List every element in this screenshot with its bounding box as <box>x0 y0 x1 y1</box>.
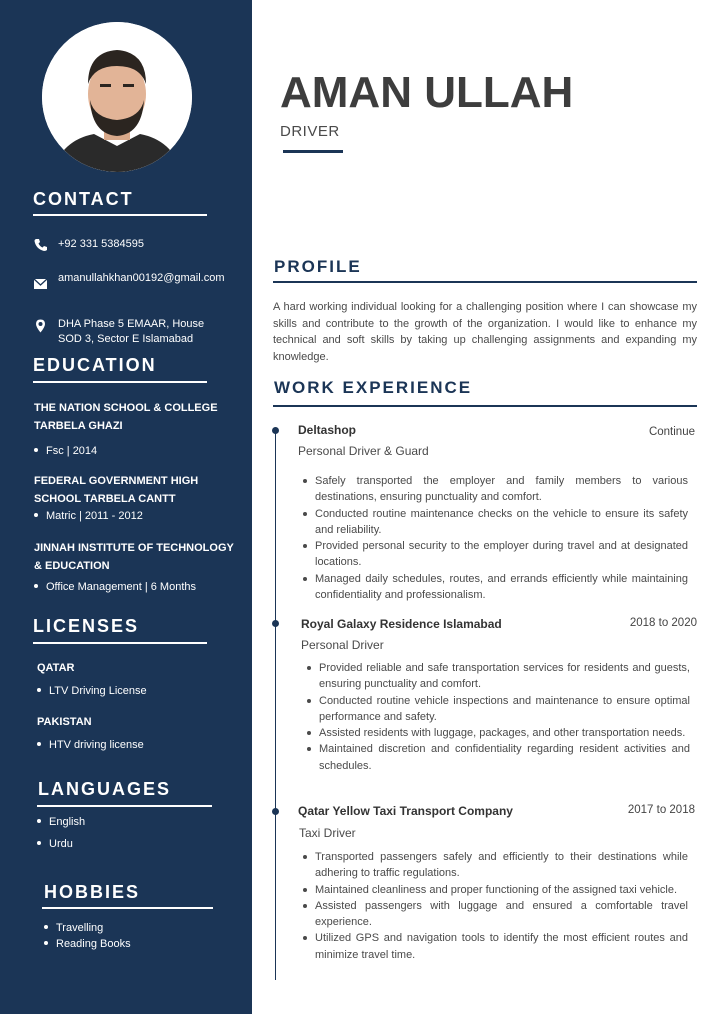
work-experience-divider <box>273 405 697 407</box>
job-role: Personal Driver <box>301 638 384 652</box>
job-duty: Maintained discretion and confidentiality regarding resident activities and schedules. <box>303 741 690 774</box>
timeline-dot <box>272 808 279 815</box>
contact-phone <box>33 237 233 253</box>
job-duty: Conducted routine vehicle inspections and maintenance to ensure optimal performance and safety. <box>303 693 690 726</box>
job-date: 2017 to 2018 <box>627 804 695 816</box>
job-duty: Assisted residents with luggage, packages, and other transportation needs. <box>303 725 690 741</box>
phone-icon <box>33 238 49 252</box>
languages-divider <box>37 805 212 807</box>
hobbies-heading: HOBBIES <box>44 882 141 902</box>
envelope-icon <box>33 277 49 291</box>
job-duty: Assisted passengers with luggage and ensured a comfortable travel experience. <box>299 898 688 931</box>
work-experience-heading: WORK EXPERIENCE <box>274 378 473 397</box>
education-school: THE NATION SCHOOL & COLLEGE TARBELA GHAZI <box>34 402 218 432</box>
education-school: JINNAH INSTITUTE OF TECHNOLOGY & EDUCATION <box>34 542 234 572</box>
contact-divider <box>33 214 207 216</box>
job-role: Personal Driver & Guard <box>298 444 429 458</box>
education-divider <box>33 381 207 383</box>
job-duty: Safely transported the employer and family members to various destinations, ensuring punctuality and comfort. <box>299 473 688 506</box>
page-bottom-margin <box>0 1014 725 1024</box>
job-role: Taxi Driver <box>299 826 356 840</box>
job-duty: Provided reliable and safe transportation services for residents and guests, ensuring punctuality and comfort. <box>303 660 690 693</box>
job-duties <box>299 849 688 963</box>
job-duty: Conducted routine maintenance checks on the vehicle to ensure its safety and reliability. <box>299 506 688 539</box>
profile-heading: PROFILE <box>274 257 362 276</box>
job-duty: Managed daily schedules, routes, and errands efficiently while maintaining confidentiality and professionalism. <box>299 571 688 604</box>
language-item: English <box>37 815 85 830</box>
job-duty: Provided personal security to the employer during travel and at designated locations. <box>299 538 688 571</box>
location-pin-icon <box>33 319 49 333</box>
languages-heading: LANGUAGES <box>38 779 172 799</box>
job-date: Continue <box>648 426 695 438</box>
person-portrait-icon <box>42 22 192 172</box>
hobby-item: Travelling <box>44 921 103 936</box>
hobby-item: Reading Books <box>44 937 131 952</box>
profile-summary: A hard working individual looking for a challenging position where I can showcase my skills and contribute to the growth of the organization. I would like to enhance my technical and soft skills by taking up challenging assignments and expanding my knowledge. <box>273 301 697 363</box>
job-company: Royal Galaxy Residence Islamabad <box>301 617 502 631</box>
licenses-divider <box>33 642 207 644</box>
candidate-name: AMAN ULLAH <box>280 68 574 117</box>
education-school: FEDERAL GOVERNMENT HIGH SCHOOL TARBELA CANTT <box>34 475 199 505</box>
profile-photo <box>42 22 192 172</box>
address-text: DHA Phase 5 EMAAR, House SOD 3, Sector E Islamabad <box>58 318 205 345</box>
candidate-role: DRIVER <box>280 123 340 140</box>
license-country: QATAR <box>37 662 75 674</box>
education-detail: Office Management | 6 Months <box>34 580 196 595</box>
contact-email <box>33 271 233 303</box>
contact-address <box>33 317 233 349</box>
job-duty: Utilized GPS and navigation tools to identify the most efficient routes and minimize travel time. <box>299 930 688 963</box>
job-duty: Transported passengers safely and efficiently to their destinations while adhering to traffic regulations. <box>299 849 688 882</box>
profile-divider <box>273 281 697 283</box>
role-underline <box>283 150 343 153</box>
timeline-line <box>275 428 276 980</box>
email-address[interactable]: amanullahkhan00192@gmail.com <box>58 272 225 284</box>
licenses-heading: LICENSES <box>33 616 140 636</box>
job-duty: Maintained cleanliness and proper functioning of the assigned taxi vehicle. <box>299 882 688 898</box>
license-item: LTV Driving License <box>37 684 147 699</box>
education-heading: EDUCATION <box>33 355 157 375</box>
education-detail: Fsc | 2014 <box>34 444 97 459</box>
phone-number[interactable]: +92 331 5384595 <box>58 238 144 250</box>
timeline-dot <box>272 427 279 434</box>
education-detail: Matric | 2011 - 2012 <box>34 509 143 524</box>
contact-heading: CONTACT <box>33 189 134 209</box>
language-item: Urdu <box>37 837 73 852</box>
job-date: 2018 to 2020 <box>629 617 697 629</box>
license-item: HTV driving license <box>37 738 144 753</box>
job-company: Qatar Yellow Taxi Transport Company <box>298 804 513 818</box>
job-duties <box>299 473 688 603</box>
license-country: PAKISTAN <box>37 716 92 728</box>
job-duties <box>303 660 690 774</box>
sidebar <box>0 0 252 1014</box>
timeline-dot <box>272 620 279 627</box>
hobbies-divider <box>42 907 213 909</box>
job-company: Deltashop <box>298 423 357 437</box>
